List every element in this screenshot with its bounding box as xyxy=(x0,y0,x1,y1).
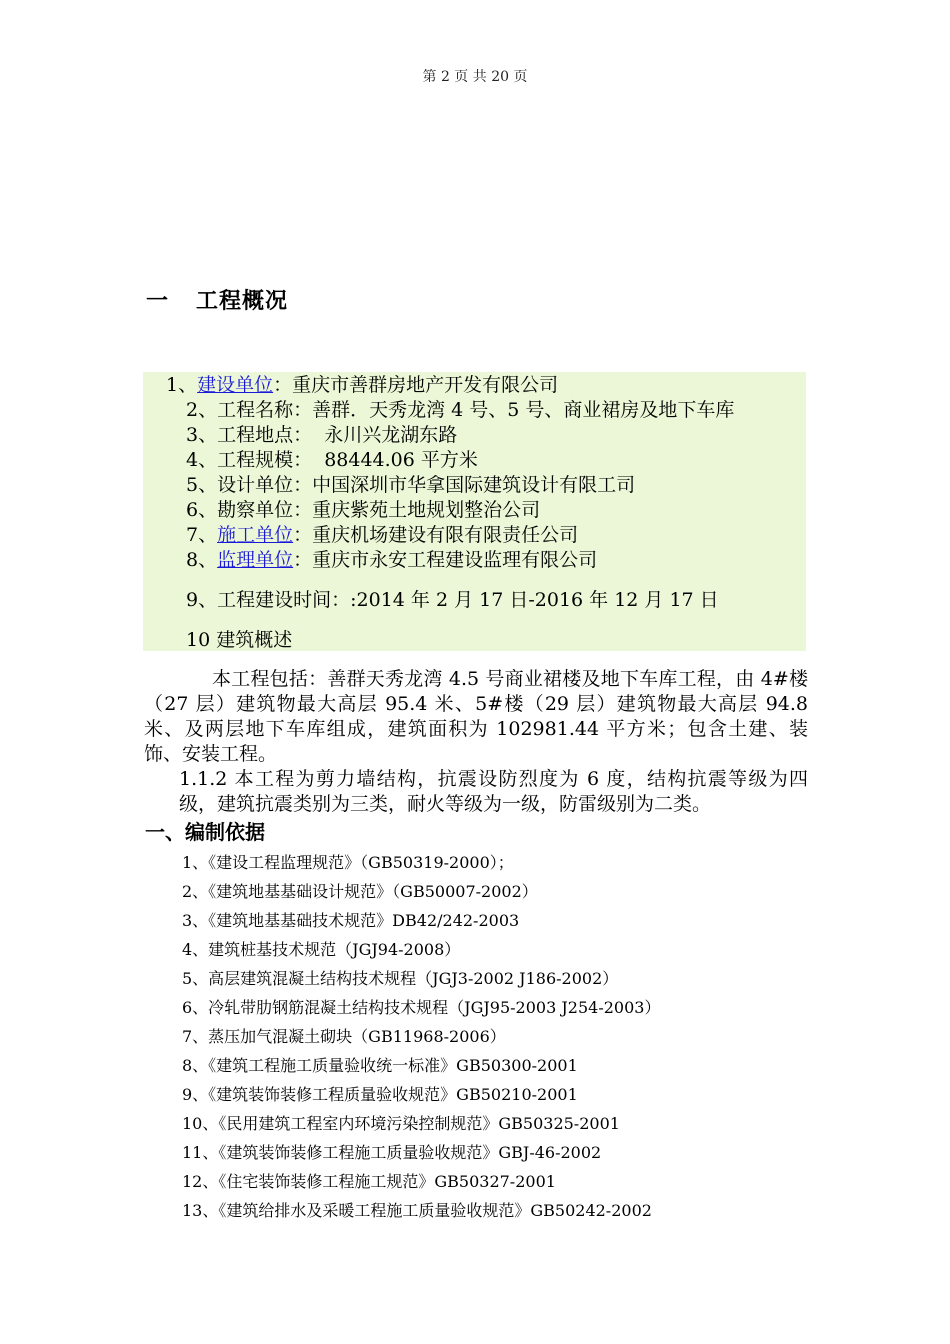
section-title: 工程概况 xyxy=(196,289,289,314)
link-supervision-unit[interactable]: 监理单位 xyxy=(217,549,294,571)
list-item: 5、高层建筑混凝土结构技术规程（JGJ3-2002 J186-2002） xyxy=(182,969,619,988)
info-line-8: 8、监理单位：重庆市永安工程建设监理有限公司 xyxy=(186,549,598,571)
info-line-7: 7、施工单位：重庆机场建设有限有限责任公司 xyxy=(186,524,579,546)
info-line-2: 2、工程名称：善群．天秀龙湾 4 号、5 号、商业裙房及地下车库 xyxy=(186,399,735,421)
list-item: 10、《民用建筑工程室内环境污染控制规范》GB50325-2001 xyxy=(182,1114,620,1133)
page-indicator: 第 2 页 共 20 页 xyxy=(422,69,528,85)
list-item: 8、《建筑工程施工质量验收统一标准》GB50300-2001 xyxy=(182,1056,578,1075)
basis-heading: 一、编制依据 xyxy=(145,820,265,844)
list-item: 6、冷轧带肋钢筋混凝土结构技术规程（JGJ95-2003 J254-2003） xyxy=(182,998,661,1017)
list-item: 2、《建筑地基基础设计规范》（GB50007-2002） xyxy=(182,882,538,901)
list-item: 3、《建筑地基基础技术规范》DB42/242-2003 xyxy=(182,911,520,930)
structure-paragraph: 1.1.2 本工程为剪力墙结构，抗震设防烈度为 6 度，结构抗震等级为四级，建筑抗震类别为三类，耐火等级为一级，防雷级别为二类。 xyxy=(179,768,808,815)
list-item: 12、《住宅装饰装修工程施工规范》GB50327-2001 xyxy=(182,1172,556,1191)
info-line-6: 6、勘察单位：重庆紫苑土地规划整治公司 xyxy=(186,499,541,521)
info-line-9: 9、工程建设时间：:2014 年 2 月 17 日-2016 年 12 月 17 日 xyxy=(186,589,719,611)
info-line-4: 4、工程规模： 88444.06 平方米 xyxy=(186,449,478,471)
list-item: 7、蒸压加气混凝土砌块（GB11968-2006） xyxy=(182,1027,506,1046)
list-item: 4、建筑桩基技术规范（JGJ94-2008） xyxy=(182,940,461,959)
section-number: 一 xyxy=(146,289,170,314)
info-line-3: 3、工程地点： 永川兴龙湖东路 xyxy=(186,424,458,446)
section-heading xyxy=(146,284,288,315)
info-line-10: 10 建筑概述 xyxy=(186,629,293,651)
info-line-5: 5、设计单位：中国深圳市华拿国际建筑设计有限工司 xyxy=(186,474,636,496)
link-construction-unit[interactable]: 建设单位 xyxy=(197,374,274,396)
standards-list xyxy=(182,850,660,1227)
list-item: 9、《建筑装饰装修工程质量验收规范》GB50210-2001 xyxy=(182,1085,578,1104)
list-item: 13、《建筑给排水及采暖工程施工质量验收规范》GB50242-2002 xyxy=(182,1201,652,1220)
link-contractor-unit[interactable]: 施工单位 xyxy=(217,524,294,546)
info-line-1: 1、建设单位：重庆市善群房地产开发有限公司 xyxy=(166,374,559,396)
list-item: 11、《建筑装饰装修工程施工质量验收规范》GBJ-46-2002 xyxy=(182,1143,602,1162)
list-item: 1、《建设工程监理规范》（GB50319-2000）； xyxy=(182,853,514,872)
overview-paragraph: 本工程包括：善群天秀龙湾 4.5 号商业裙楼及地下车库工程，由 4#楼（27 层）建筑物最大高层 95.4 米、5#楼（29 层）建筑物最大高层 94.8 米、及两层地下车库组成，建筑面积为 102981.44 平方米；包含土建、装饰、安装工程。 xyxy=(144,668,808,765)
